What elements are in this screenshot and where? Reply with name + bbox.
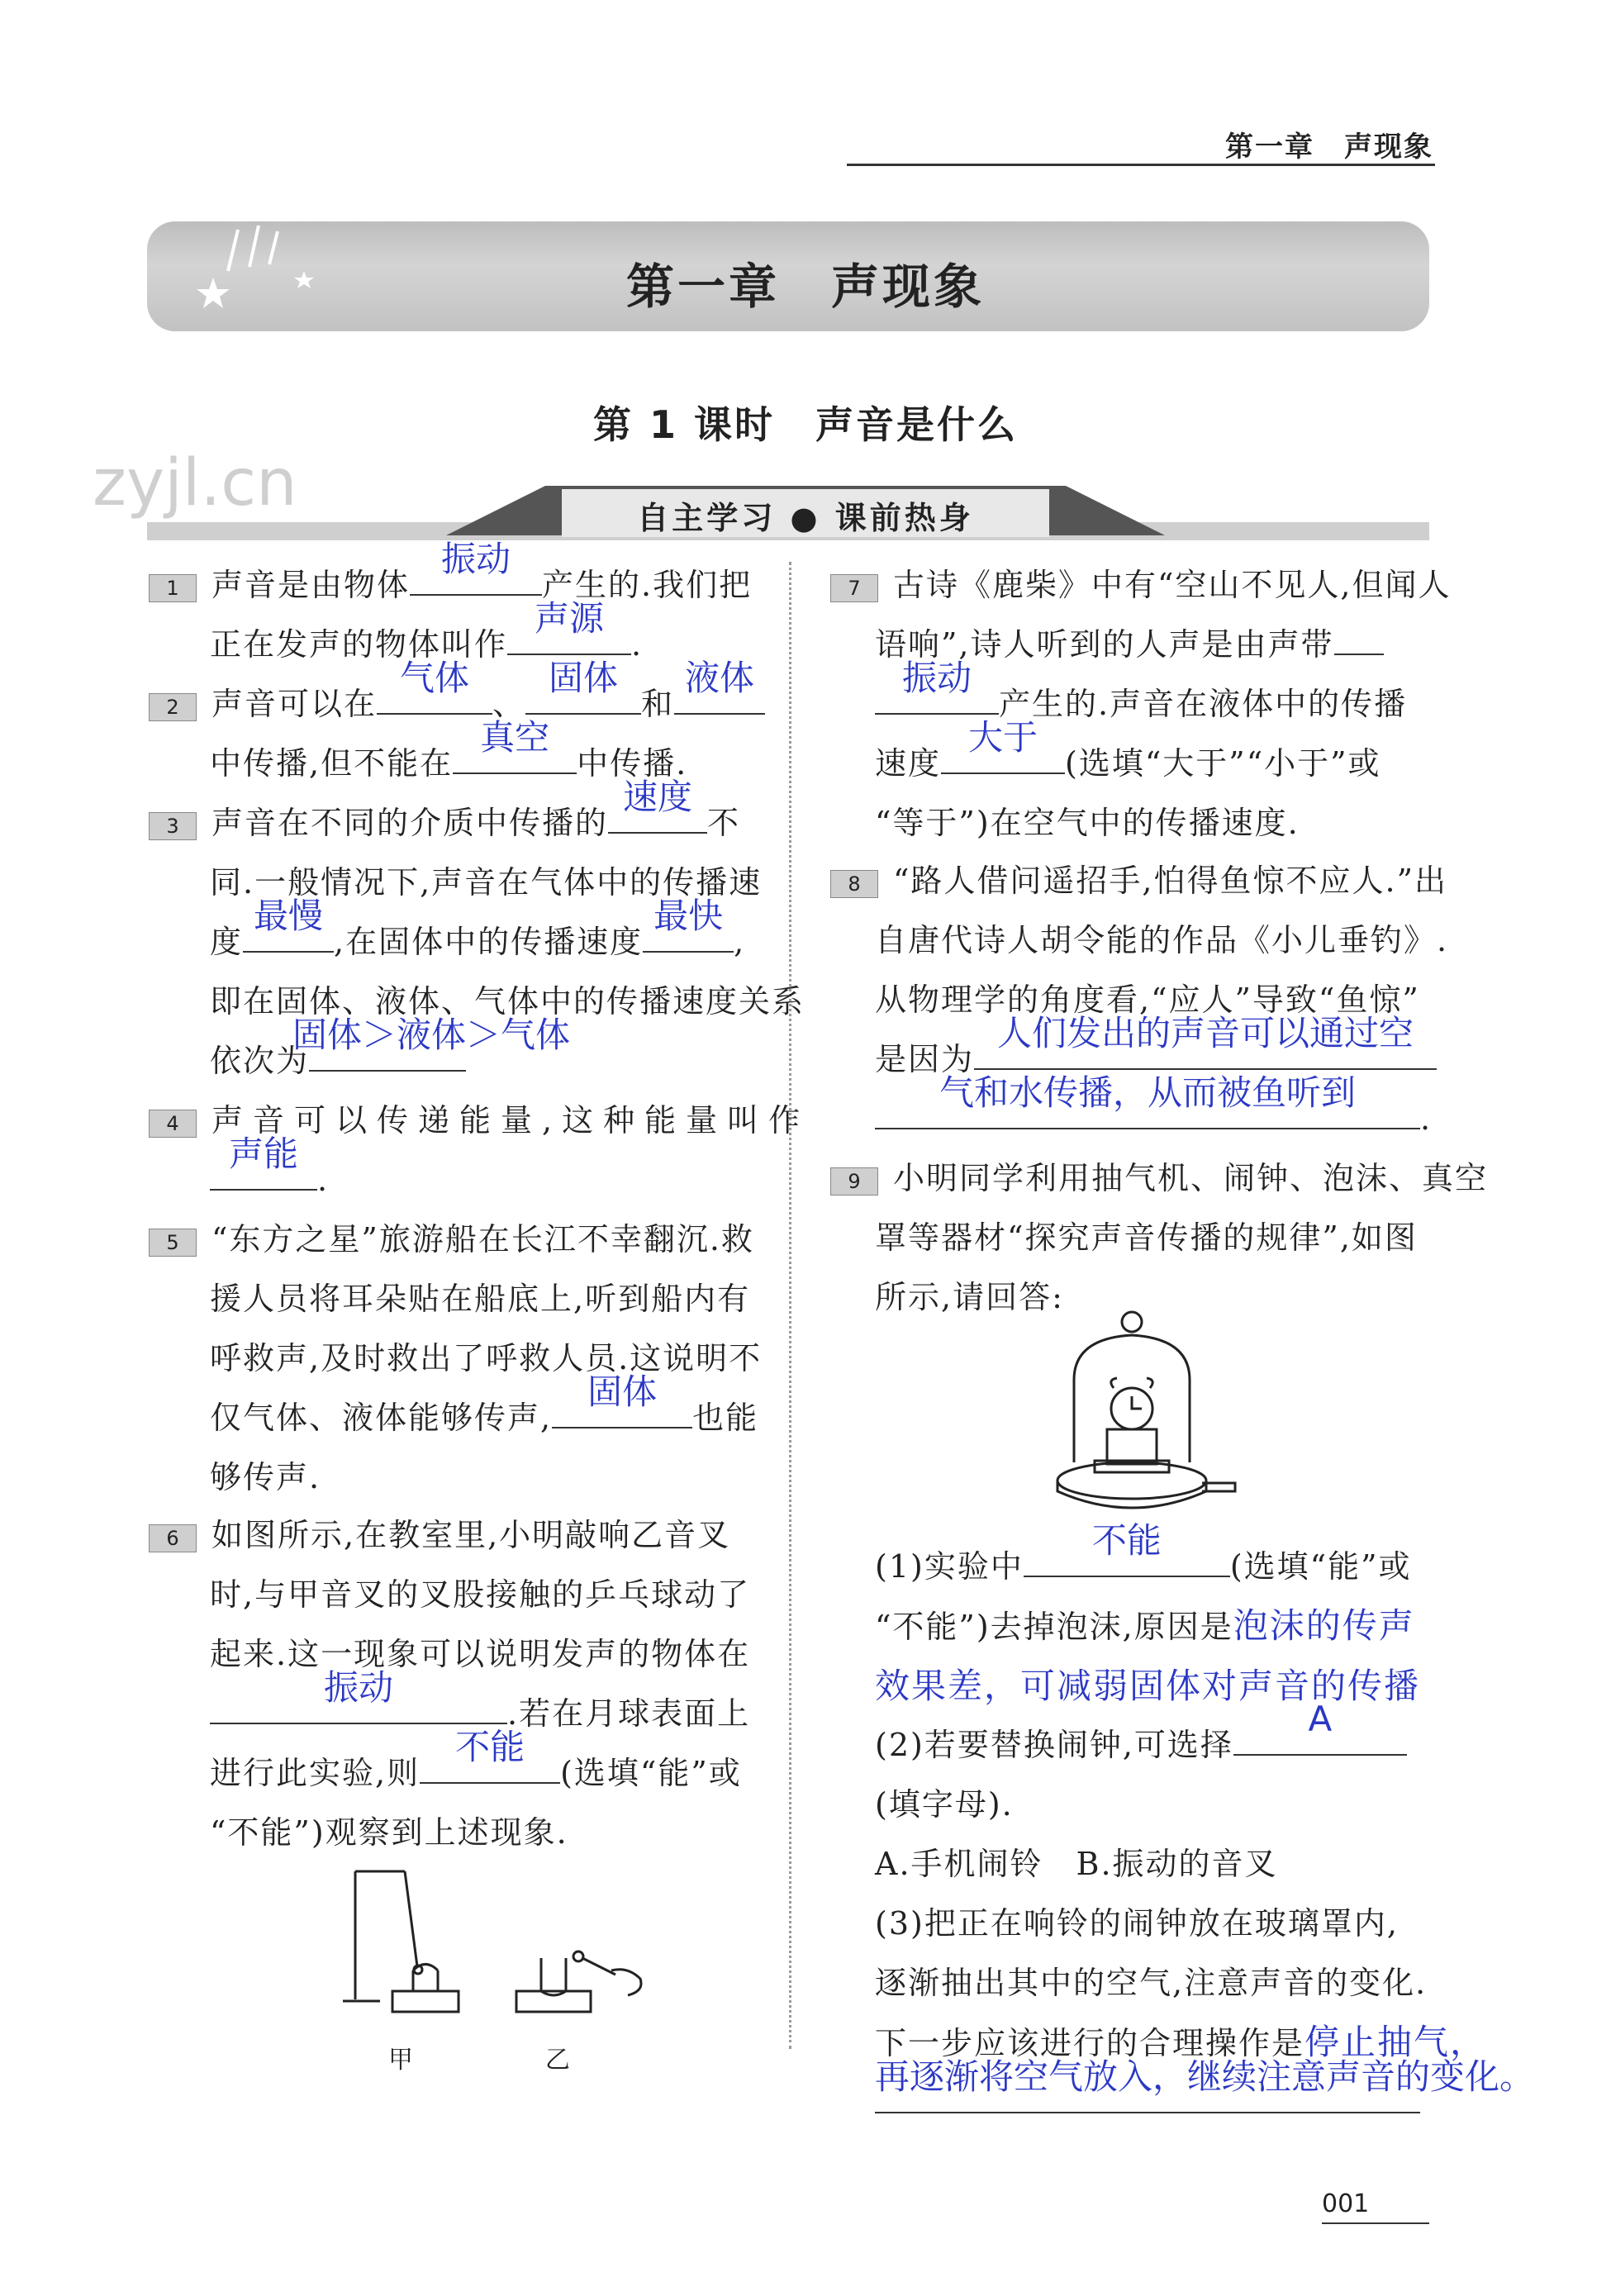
question-5: 5 “东方之星”旅游船在长江不幸翻沉.救 援人员将耳朵贴在船底上,听到船内有 呼救声,及时救出了呼救人员.这说明不 仅气体、液体能够传声, 固体 也能 够传声. xyxy=(149,1210,762,1507)
question-number: 6 xyxy=(149,1524,197,1552)
question-number: 9 xyxy=(830,1167,878,1196)
page-number: 001 xyxy=(1322,2189,1370,2218)
question-number: 2 xyxy=(149,693,197,721)
answer: 声能 xyxy=(228,1134,298,1174)
question-1: 1 声音是由物体 振动 产生的.我们把 正在发声的物体叫作 声源 . xyxy=(149,555,752,674)
question-9-part-2: (2)若要替换闹钟,可选择 A (填字母). A.手机闹铃 B.振动的音叉 xyxy=(875,1715,1407,1894)
question-9-part-3: (3)把正在响铃的闹钟放在玻璃罩内, 逐渐抽出其中的空气,注意声音的变化. 下一步应该进行的合理操作是停止抽气， 再逐渐将空气放入，继续注意声音的变化。 xyxy=(875,1894,1486,2132)
question-number: 1 xyxy=(149,574,197,602)
chapter-title: 第一章 声现象 xyxy=(625,259,985,315)
answer: 声源 xyxy=(535,598,605,639)
question-number: 5 xyxy=(149,1229,197,1257)
answer: 不能 xyxy=(455,1727,525,1767)
answer: 不能 xyxy=(1091,1520,1162,1561)
bell-jar-figure xyxy=(1049,1305,1256,1520)
question-9: 9 小明同学利用抽气机、闹钟、泡沫、真空 罩等器材“探究声音传播的规律”,如图 所示,请回答: xyxy=(830,1148,1488,1327)
question-3: 3 声音在不同的介质中传播的 速度 不 同.一般情况下,声音在气体中的传播速 度 最慢 ,在固体中的传播速度 最快 , 即在固体、液体、气体中的传播速度关系 依次为 固体＞液体＞气体 xyxy=(149,793,805,1091)
question-9-part-1: (1)实验中 不能 (选填“能”或 “不能”)去掉泡沫,原因是泡沫的传声 效果差，可减弱固体对声音的传播 xyxy=(875,1537,1420,1716)
answer: 气体 xyxy=(400,658,470,698)
answer: 振动 xyxy=(441,539,511,579)
page-number-rule xyxy=(1322,2222,1429,2224)
answer-reason: 泡沫的传声 xyxy=(1233,1605,1415,1646)
answer-reason: 效果差，可减弱固体对声音的传播 xyxy=(875,1666,1421,1706)
answer: 最慢 xyxy=(254,896,324,936)
answer: 固体 xyxy=(549,658,619,698)
question-4: 4 声音可以传递能量,这种能量叫作 声能 . xyxy=(149,1091,810,1210)
question-6: 6 如图所示,在教室里,小明敲响乙音叉 时,与甲音叉的叉股接触的乒乓球动了 起来.这一现象可以说明发声的物体在 振动 .若在月球表面上 进行此实验,则 不能 (选填“能”或 “不能”)观察到上述现象. xyxy=(149,1505,750,1862)
tuning-fork-figure xyxy=(330,1859,661,2024)
question-number: 4 xyxy=(149,1110,197,1138)
answer: 液体 xyxy=(685,658,755,698)
question-number: 3 xyxy=(149,812,197,840)
answer: 固体 xyxy=(587,1371,658,1412)
answer: 最快 xyxy=(653,896,724,936)
section-label: 自主学习 ● 课前热身 xyxy=(637,500,974,536)
question-number: 7 xyxy=(830,574,878,602)
watermark: zyjl.cn xyxy=(93,446,297,521)
answer: 真空 xyxy=(480,717,550,758)
figure-label-a: 甲 xyxy=(388,2046,413,2075)
answer: 人们发出的声音可以通过空 xyxy=(997,1013,1414,1053)
answer: 固体＞液体＞气体 xyxy=(292,1015,571,1055)
header-rule xyxy=(847,164,1435,166)
answer: 振动 xyxy=(323,1667,393,1708)
lesson-title: 第 1 课时 声音是什么 xyxy=(592,402,1019,447)
question-2: 2 声音可以在 气体 、 固体 和 液体 中传播,但不能在 真空 中传播. xyxy=(149,674,765,793)
question-number: 8 xyxy=(830,870,878,898)
running-header: 第一章 声现象 xyxy=(1225,131,1433,164)
question-7: 7 古诗《鹿柴》中有“空山不见人,但闻人 语响”,诗人听到的人声是由声带 振动 产生的.声音在液体中的传播 速度 大于 (选填“大于”“小于”或 “等于”)在空气中的传播速度. xyxy=(830,555,1452,853)
answer: A xyxy=(1308,1699,1333,1739)
question-8: 8 “路人借问遥招手,怕得鱼惊不应人.”出 自唐代诗人胡令能的作品《小儿垂钓》. 从物理学的角度看,“应人”导致“鱼惊” 是因为 人们发出的声音可以通过空 气和水传播，从而被鱼听到 . xyxy=(830,851,1448,1148)
figure-label-b: 乙 xyxy=(545,2046,570,2075)
answer: 振动 xyxy=(901,658,972,698)
answer: 气和水传播，从而被鱼听到 xyxy=(939,1072,1356,1113)
column-divider xyxy=(789,562,791,2049)
answer: 停止抽气， xyxy=(1304,2022,1487,2062)
answer: 速度 xyxy=(623,777,693,817)
answer: 大于 xyxy=(968,717,1038,758)
answer: 再逐渐将空气放入，继续注意声音的变化。 xyxy=(875,2056,1535,2097)
